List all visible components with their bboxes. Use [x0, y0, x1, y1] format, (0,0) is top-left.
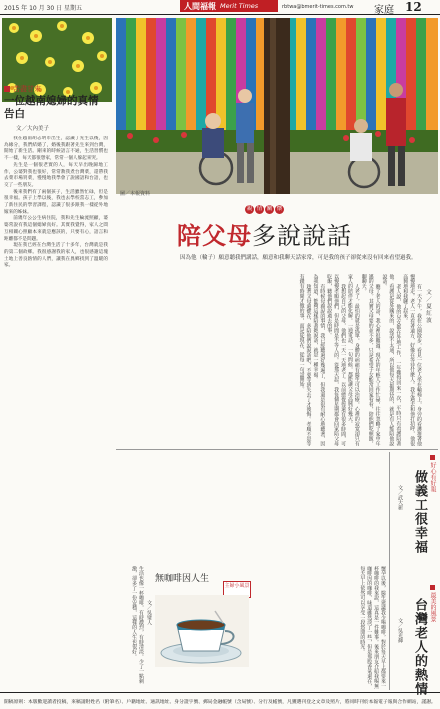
kicker-char: 情	[256, 206, 263, 212]
paragraph: 前幾年公公生病住院，我和先生輪流照顧，婆婆常說有我這個媳婦真好。其實我覺得，家人之間互相關心照顧本來就是應該的，只要有心，語言和距離都不是問題。	[4, 216, 108, 242]
paragraph: 有一天下午，我在公園散步，看見一位老人坐在輪椅上，身旁的看護推著他慢慢地走。老人一直看著遠方，好像在等待什麼人。我走過去和他打招呼，他很高興地和我聊了起來。	[402, 274, 422, 446]
paragraph: 聽了老人的話，我心裡很難過。現在的年輕人工作忙碌，往往忽略了家中年邁的父母。其實父母要的並不多，只是希望子女能常回家看看，陪他們吃頓飯，聊聊天。	[360, 274, 381, 446]
tag-square-icon	[4, 86, 10, 92]
paragraph: 後來我們有了兩個孩子，生活雖然忙碌，但是很幸福。孩子上學以後，我也去學校當志工，參加了新住民的學習課程，認識了很多跟我一樣從外地嫁來的姊妹。	[4, 189, 108, 215]
tag-label: 最美的風景	[429, 592, 436, 622]
section-name: 家庭	[374, 5, 394, 16]
tag-label: 好心有好報	[429, 462, 436, 492]
tag-square-icon	[430, 455, 435, 460]
section-divider	[116, 449, 438, 450]
coffee-article-body-left	[116, 566, 144, 690]
main-article-byline: 文／夏紅波	[426, 290, 432, 324]
logo-chinese: 人間福報	[184, 0, 216, 11]
paragraph: 有時候母親說的事情，我已經聽過好幾遍了，但我還是很有耐心地聽著，因為我知道，能夠這樣陪著她說話，就是一種幸福。	[312, 274, 326, 446]
column-badge: 主婦小風景	[223, 581, 251, 598]
coffee-article-title[interactable]: 無咖啡因人生	[155, 574, 210, 584]
kicker-char: 懷	[276, 206, 283, 212]
logo-english: Merit Times	[220, 2, 259, 10]
main-article-body	[116, 274, 422, 446]
right-article-2-byline: 文／吳光輝	[397, 618, 403, 643]
coffee-feature	[155, 571, 249, 689]
kicker-char: 親	[246, 206, 253, 212]
right-article-1-title[interactable]: 做義工很幸福	[412, 470, 427, 554]
page-header	[0, 0, 440, 15]
paragraph: 我想起自己的父母，他們也一天一天地老了。以前總覺得還有很多時間，可以慢慢孝順他們，但是時間是不等人的。從那天起，我每個星期都會回家陪父母吃飯，聽他們說說過去的事。	[326, 274, 347, 446]
paragraph: 我在越南胡志明市出生，認識了先生以後，因為緣分，我們結婚了，婚後我跟著先生來到台灣，開始了新生活。剛來的時候語言不通，生活習慣也不一樣，每天都很想家，常常一個人躲起來哭。	[4, 136, 108, 162]
main-headline[interactable]	[177, 216, 352, 251]
right-article-2-tag	[428, 585, 437, 622]
coffee-article-byline: 文／吳璧人	[146, 600, 152, 625]
contact-email[interactable]: rbtwa@bmerit-times.com.tw	[282, 4, 354, 10]
right-article-1-tag	[428, 455, 437, 492]
right-article-2-title[interactable]: 台灣老人的熱情	[412, 598, 427, 696]
page-number: 12	[405, 0, 422, 14]
submission-guidelines: 開稿原則：本版歡迎讀者投稿，來稿請附姓名（附筆名）、戶籍地址、通訊地址、身分證字號、郵局金融帳號（含局號）、分行及帳號，凡獲選刊登之文章及照片，將同時刊於本報電子報與合作網站，謹謝。	[0, 692, 440, 709]
paragraph: 人老了，最怕的就是孤單。身體的病痛有醫生可以治療，心裡的寂寞卻只有家人的陪伴才能化解。一通電話、一句問候，都能讓父母高興好幾天。	[346, 274, 360, 446]
left-article-tag: 苦盡甘來	[13, 85, 41, 93]
paragraph: 先生是一個很老實的人，每天早出晚歸地工作，公婆對我也很好，常常教我煮台灣菜，還帶我去菜市場買菜，慢慢地我學會了說國語和台語，也交了一些朋友。	[4, 162, 108, 188]
paragraph: 老人說，他的兒女都在外地工作，一年難得回來一次，平時只有看護陪著他。看護是從外國來的，說話不太通，所以他每天最期待的，就是有人能陪他說說話。	[381, 274, 402, 446]
photo-credit: 圖／本報資料	[120, 191, 151, 197]
left-article-title[interactable]: 一位越南媳婦的真情告白	[4, 95, 99, 120]
paragraph: 趁著父母還健在，多陪他們說說話吧，不要等到失去了才後悔。孝順不是等有錢有時間才做的事，而是從現在、從每一句話開始。	[298, 274, 312, 446]
headline-subline: 因為他（輪子）願意聽我們講話，願意和我聊天話家常，可是我的孩子卻從來沒有回來看望過我。	[180, 255, 417, 261]
paragraph: 生活也像一杯咖啡，有時濃烈，有時清淡。少了一點刺激，卻多了一份安穩，這樣的人生也很好。	[131, 566, 144, 684]
headline-red: 陪父母	[177, 221, 252, 250]
main-photo	[116, 18, 438, 194]
right-article-1-byline: 文／武大新	[397, 485, 403, 510]
headline-black: 多說說話	[252, 222, 352, 250]
headline-kicker	[245, 205, 284, 214]
left-article-byline: 文／大內美子	[16, 126, 50, 132]
coffee-article-body	[254, 566, 386, 690]
kicker-char: 關	[266, 206, 273, 212]
column-divider	[389, 452, 390, 690]
issue-date: 2015 年 10 月 30 日 星期五	[4, 5, 82, 12]
tag-square-icon	[430, 585, 435, 590]
coffee-cup-photo	[155, 595, 249, 667]
left-article-body	[4, 136, 108, 524]
newspaper-logo[interactable]	[180, 0, 278, 12]
paragraph: 懷孕以後，醫生建議我少喝咖啡，對於每天早上都要來一杯咖啡的我來說，這真是一件難事。後來朋友介紹我喝無咖啡因的咖啡，味道雖然淡了一些，但是那股香氣還在，每天早上依然可以享受一段悠閒的時光。	[359, 566, 386, 689]
paragraph: 現在我已經在台灣生活了十多年，台灣就是我的第二個故鄉。我很感謝我的家人，也很感謝這塊土地上善良熱情的人們，讓我在異鄉找到了溫暖的家。	[4, 243, 108, 269]
